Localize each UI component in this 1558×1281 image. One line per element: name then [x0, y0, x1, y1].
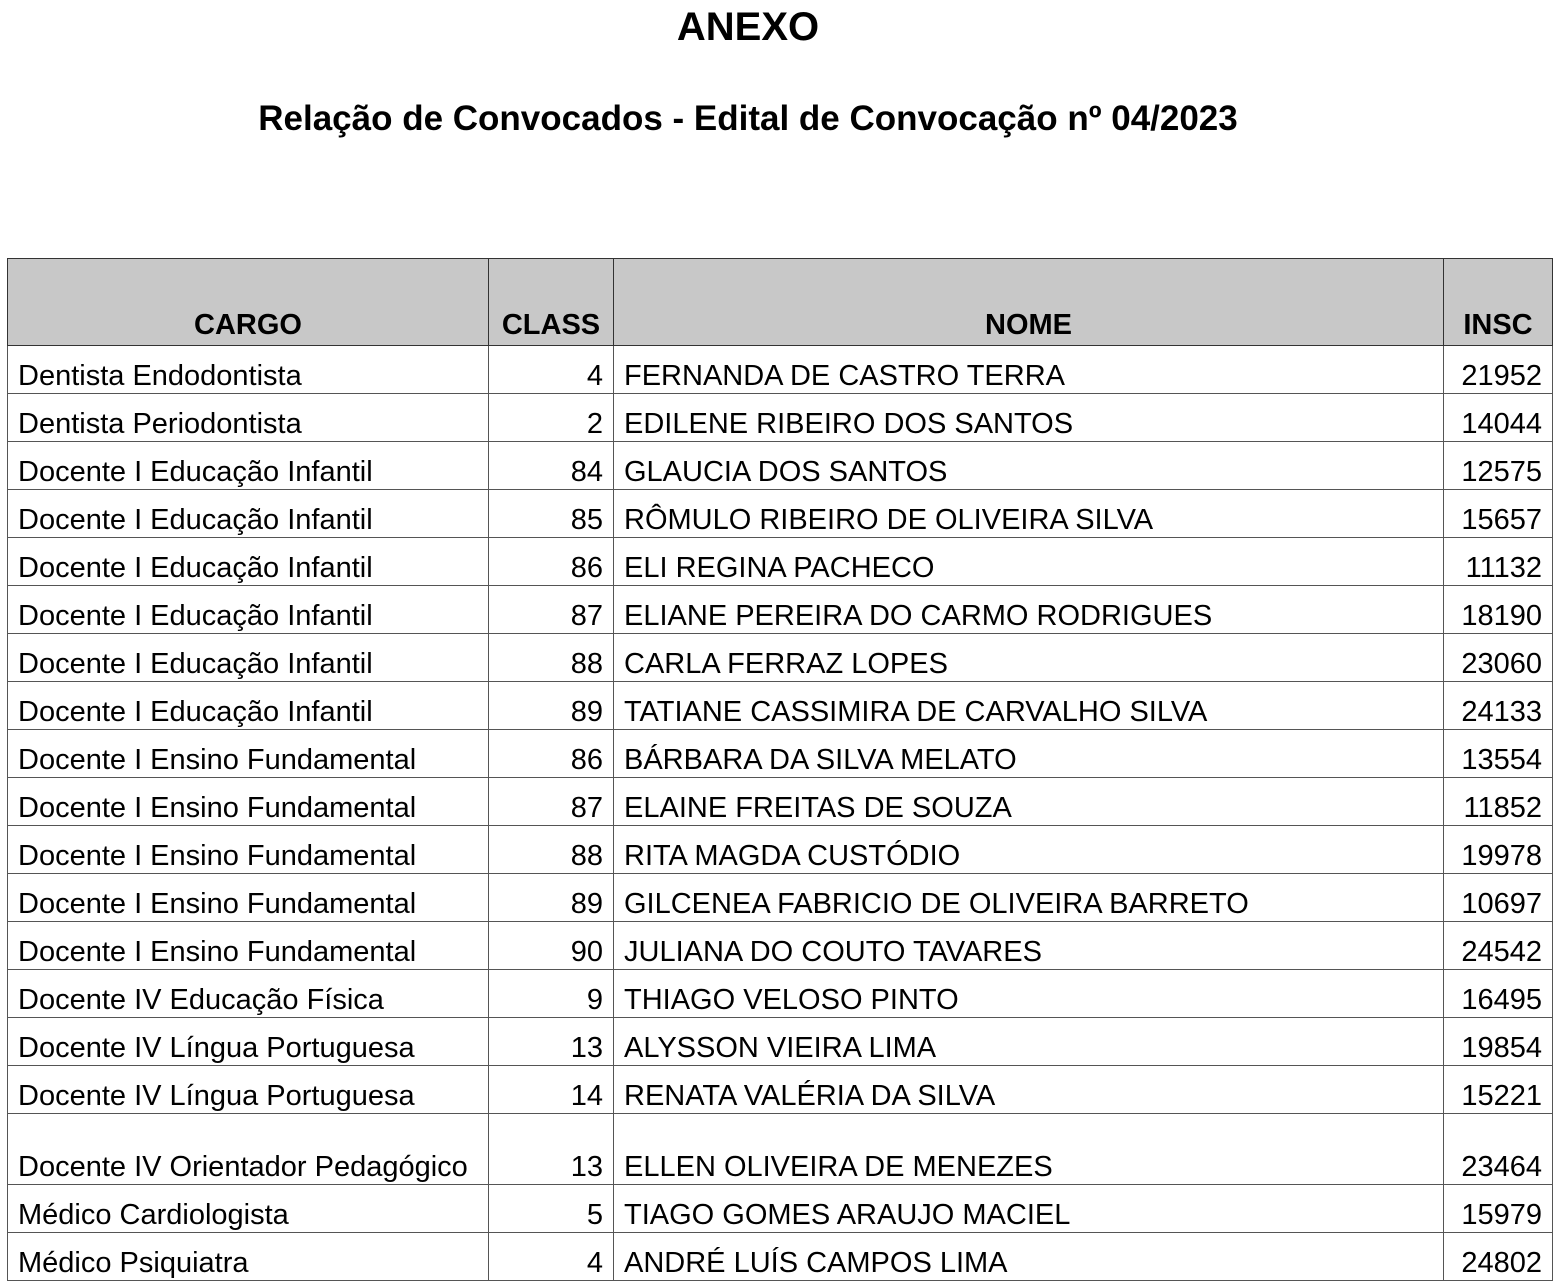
cell-cargo: Docente I Educação Infantil — [8, 634, 489, 682]
cell-nome: ELIANE PEREIRA DO CARMO RODRIGUES — [614, 586, 1444, 634]
cell-cargo: Médico Cardiologista — [8, 1185, 489, 1233]
cell-class: 5 — [489, 1185, 614, 1233]
table-row — [8, 874, 1553, 922]
table-header — [8, 259, 1553, 346]
cell-insc: 24802 — [1444, 1233, 1553, 1281]
cell-nome: EDILENE RIBEIRO DOS SANTOS — [614, 394, 1444, 442]
cell-insc: 15657 — [1444, 490, 1553, 538]
cell-insc: 18190 — [1444, 586, 1553, 634]
cell-nome: RITA MAGDA CUSTÓDIO — [614, 826, 1444, 874]
table-row — [8, 1185, 1553, 1233]
cell-class: 86 — [489, 538, 614, 586]
cell-insc: 23060 — [1444, 634, 1553, 682]
cell-nome: RENATA VALÉRIA DA SILVA — [614, 1066, 1444, 1114]
cell-insc: 13554 — [1444, 730, 1553, 778]
cell-nome: GLAUCIA DOS SANTOS — [614, 442, 1444, 490]
cell-class: 2 — [489, 394, 614, 442]
cell-nome: FERNANDA DE CASTRO TERRA — [614, 346, 1444, 394]
cell-nome: JULIANA DO COUTO TAVARES — [614, 922, 1444, 970]
cell-nome: CARLA FERRAZ LOPES — [614, 634, 1444, 682]
cell-insc: 23464 — [1444, 1114, 1553, 1185]
cell-cargo: Docente I Ensino Fundamental — [8, 922, 489, 970]
cell-cargo: Docente I Ensino Fundamental — [8, 874, 489, 922]
column-header-insc: INSC — [1444, 259, 1553, 346]
table-row — [8, 586, 1553, 634]
table-row — [8, 970, 1553, 1018]
cell-class: 13 — [489, 1018, 614, 1066]
cell-cargo: Docente IV Educação Física — [8, 970, 489, 1018]
table-row — [8, 634, 1553, 682]
cell-cargo: Docente I Educação Infantil — [8, 442, 489, 490]
column-header-cargo: CARGO — [8, 259, 489, 346]
cell-class: 9 — [489, 970, 614, 1018]
cell-cargo: Docente I Ensino Fundamental — [8, 730, 489, 778]
cell-class: 84 — [489, 442, 614, 490]
cell-cargo: Docente I Ensino Fundamental — [8, 778, 489, 826]
cell-insc: 11132 — [1444, 538, 1553, 586]
cell-cargo: Médico Psiquiatra — [8, 1233, 489, 1281]
convocados-table — [7, 258, 1553, 1281]
table-row — [8, 1233, 1553, 1281]
table-row — [8, 1018, 1553, 1066]
cell-class: 88 — [489, 826, 614, 874]
cell-nome: RÔMULO RIBEIRO DE OLIVEIRA SILVA — [614, 490, 1444, 538]
cell-class: 87 — [489, 778, 614, 826]
cell-class: 90 — [489, 922, 614, 970]
cell-cargo: Docente I Educação Infantil — [8, 586, 489, 634]
column-header-class: CLASS — [489, 259, 614, 346]
table-row — [8, 490, 1553, 538]
cell-class: 13 — [489, 1114, 614, 1185]
cell-nome: ANDRÉ LUÍS CAMPOS LIMA — [614, 1233, 1444, 1281]
cell-insc: 12575 — [1444, 442, 1553, 490]
cell-class: 89 — [489, 874, 614, 922]
table-body — [8, 346, 1553, 1281]
page-title: ANEXO — [676, 5, 820, 49]
table-row — [8, 922, 1553, 970]
table-row — [8, 730, 1553, 778]
cell-nome: GILCENEA FABRICIO DE OLIVEIRA BARRETO — [614, 874, 1444, 922]
cell-insc: 19854 — [1444, 1018, 1553, 1066]
table-row — [8, 778, 1553, 826]
cell-nome: BÁRBARA DA SILVA MELATO — [614, 730, 1444, 778]
cell-cargo: Docente I Educação Infantil — [8, 538, 489, 586]
cell-insc: 21952 — [1444, 346, 1553, 394]
cell-insc: 24133 — [1444, 682, 1553, 730]
cell-insc: 16495 — [1444, 970, 1553, 1018]
table-row — [8, 442, 1553, 490]
cell-insc: 10697 — [1444, 874, 1553, 922]
cell-class: 4 — [489, 346, 614, 394]
table-row — [8, 682, 1553, 730]
cell-nome: ELAINE FREITAS DE SOUZA — [614, 778, 1444, 826]
cell-cargo: Dentista Endodontista — [8, 346, 489, 394]
cell-nome: ALYSSON VIEIRA LIMA — [614, 1018, 1444, 1066]
cell-nome: TATIANE CASSIMIRA DE CARVALHO SILVA — [614, 682, 1444, 730]
cell-nome: TIAGO GOMES ARAUJO MACIEL — [614, 1185, 1444, 1233]
page-subtitle: Relação de Convocados - Edital de Convocação nº 04/2023 — [258, 99, 1238, 138]
table-row — [8, 394, 1553, 442]
table-row — [8, 826, 1553, 874]
column-header-nome: NOME — [614, 259, 1444, 346]
cell-class: 86 — [489, 730, 614, 778]
cell-cargo: Docente I Ensino Fundamental — [8, 826, 489, 874]
cell-nome: ELI REGINA PACHECO — [614, 538, 1444, 586]
cell-insc: 15221 — [1444, 1066, 1553, 1114]
cell-nome: ELLEN OLIVEIRA DE MENEZES — [614, 1114, 1444, 1185]
cell-insc: 11852 — [1444, 778, 1553, 826]
table-row — [8, 538, 1553, 586]
cell-insc: 15979 — [1444, 1185, 1553, 1233]
cell-cargo: Docente I Educação Infantil — [8, 490, 489, 538]
cell-class: 85 — [489, 490, 614, 538]
table-row — [8, 1114, 1553, 1185]
cell-insc: 24542 — [1444, 922, 1553, 970]
cell-class: 87 — [489, 586, 614, 634]
cell-class: 14 — [489, 1066, 614, 1114]
header-row — [8, 259, 1553, 346]
cell-cargo: Dentista Periodontista — [8, 394, 489, 442]
cell-nome: THIAGO VELOSO PINTO — [614, 970, 1444, 1018]
cell-insc: 19978 — [1444, 826, 1553, 874]
cell-class: 4 — [489, 1233, 614, 1281]
cell-insc: 14044 — [1444, 394, 1553, 442]
cell-cargo: Docente IV Orientador Pedagógico — [8, 1114, 489, 1185]
table-row — [8, 1066, 1553, 1114]
cell-class: 88 — [489, 634, 614, 682]
cell-cargo: Docente IV Língua Portuguesa — [8, 1018, 489, 1066]
cell-cargo: Docente IV Língua Portuguesa — [8, 1066, 489, 1114]
cell-class: 89 — [489, 682, 614, 730]
table-row — [8, 346, 1553, 394]
cell-cargo: Docente I Educação Infantil — [8, 682, 489, 730]
